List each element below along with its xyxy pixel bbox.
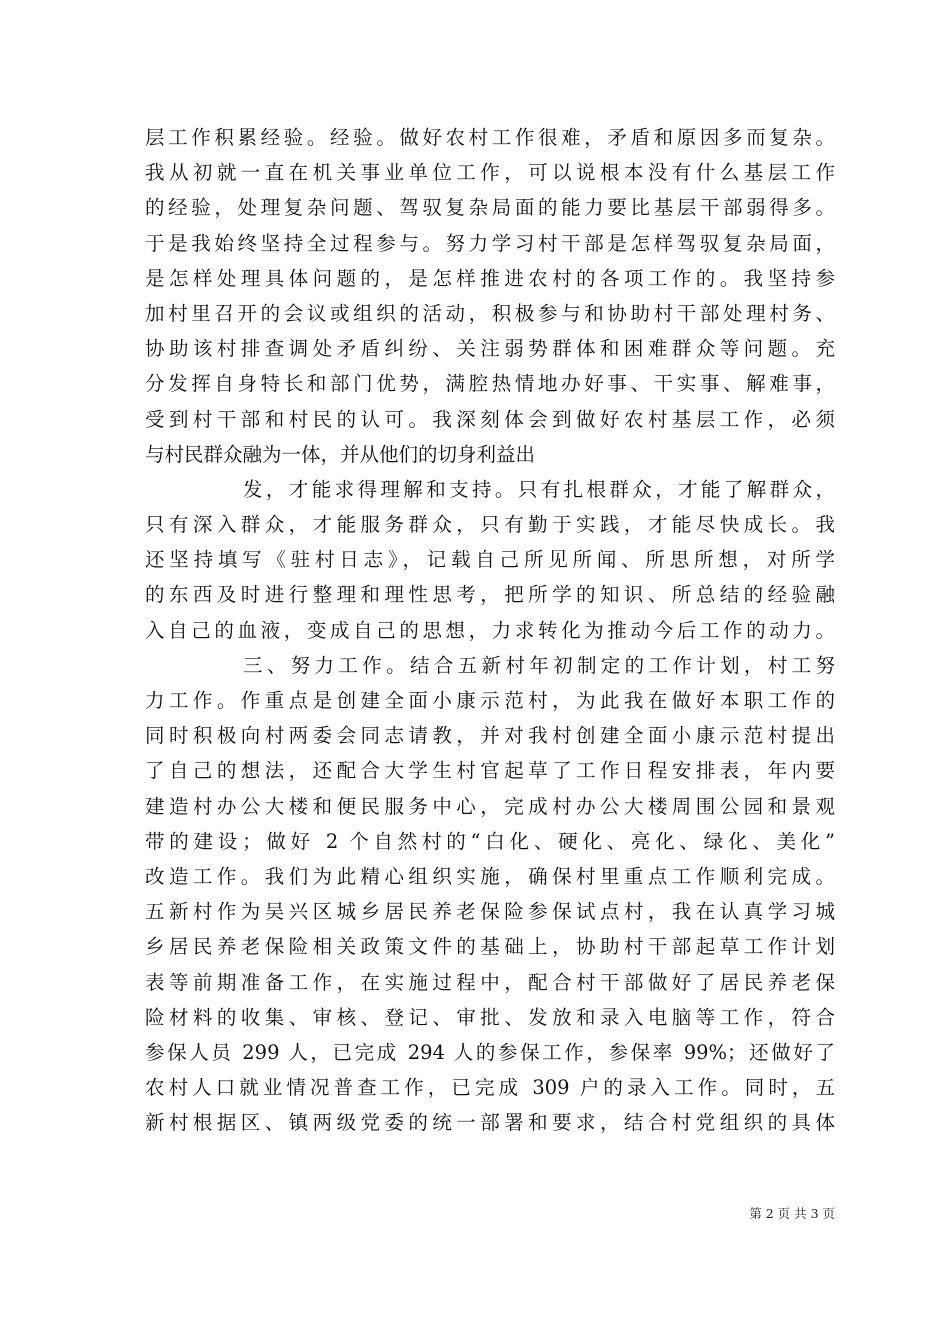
text-line: 加村里召开的会议或组织的活动，积极参与和协助村干部处理村务、 <box>145 301 835 325</box>
text-line: 的东西及时进行整理和理性思考，把所学的知识、所总结的经验融 <box>145 583 835 607</box>
text-line: 受到村干部和村民的认可。我深刻体会到做好农村基层工作，必须 <box>145 407 835 431</box>
text-line: 带的建设；做好 2 个自然村的“白化、硬化、亮化、绿化、美化” <box>145 829 835 853</box>
text-line: 三、努力工作。结合五新村年初制定的工作计划，村工努 <box>243 653 835 677</box>
text-line: 的经验，处理复杂问题、驾驭复杂局面的能力要比基层干部弱得多。 <box>145 196 835 220</box>
text-line: 只有深入群众，才能服务群众，只有勤于实践，才能尽快成长。我 <box>145 513 835 537</box>
text-line: 五新村作为吴兴区城乡居民养老保险参保试点村，我在认真学习城 <box>145 900 835 924</box>
body-text <box>145 120 835 1140</box>
text-line: 新村根据区、镇两级党委的统一部署和要求，结合村党组织的具体 <box>145 1111 835 1135</box>
text-line: 还坚持填写《驻村日志》，记载自己所见所闻、所思所想，对所学 <box>145 548 835 572</box>
text-line: 发，才能求得理解和支持。只有扎根群众，才能了解群众， <box>243 477 835 501</box>
text-line: 层工作积累经验。经验。做好农村工作很难，矛盾和原因多而复杂。 <box>145 126 835 149</box>
text-line: 协助该村排查调处矛盾纠纷、关注弱势群体和困难群众等问题。充 <box>145 337 835 361</box>
text-line: 建造村办公大楼和便民服务中心，完成村办公大楼周围公园和景观 <box>145 794 835 818</box>
text-line: 险材料的收集、审核、登记、审批、发放和录入电脑等工作，符合 <box>145 1005 835 1029</box>
text-line: 于是我始终坚持全过程参与。努力学习村干部是怎样驾驭复杂局面， <box>145 231 835 255</box>
text-line: 与村民群众融为一体，并从他们的切身利益出 <box>145 442 536 466</box>
text-line: 我从初就一直在机关事业单位工作，可以说根本没有什么基层工作 <box>145 161 835 185</box>
text-line: 参保人员 299 人，已完成 294 人的参保工作，参保率 99%；还做好了 <box>145 1040 835 1064</box>
text-line: 力工作。作重点是创建全面小康示范村，为此我在做好本职工作的 <box>145 689 835 712</box>
text-line: 了自己的想法，还配合大学生村官起草了工作日程安排表，年内要 <box>145 759 835 783</box>
text-line: 表等前期准备工作，在实施过程中，配合村干部做好了居民养老保 <box>145 970 835 994</box>
text-line: 改造工作。我们为此精心组织实施，确保村里重点工作顺利完成。 <box>145 864 835 888</box>
text-line: 是怎样处理具体问题的，是怎样推进农村的各项工作的。我坚持参 <box>145 266 835 290</box>
text-line: 同时积极向村两委会同志请教，并对我村创建全面小康示范村提出 <box>145 724 835 748</box>
text-line: 分发挥自身特长和部门优势，满腔热情地办好事、干实事、解难事， <box>145 372 835 396</box>
text-line: 入自己的血液，变成自己的思想，力求转化为推动今后工作的动力。 <box>145 618 835 642</box>
page-number-footer: 第 2 页 共 3 页 <box>749 1206 835 1221</box>
text-line: 乡居民养老保险相关政策文件的基础上，协助村干部起草工作计划 <box>145 935 835 959</box>
text-line: 农村人口就业情况普查工作，已完成 309 户的录入工作。同时，五 <box>145 1076 835 1100</box>
